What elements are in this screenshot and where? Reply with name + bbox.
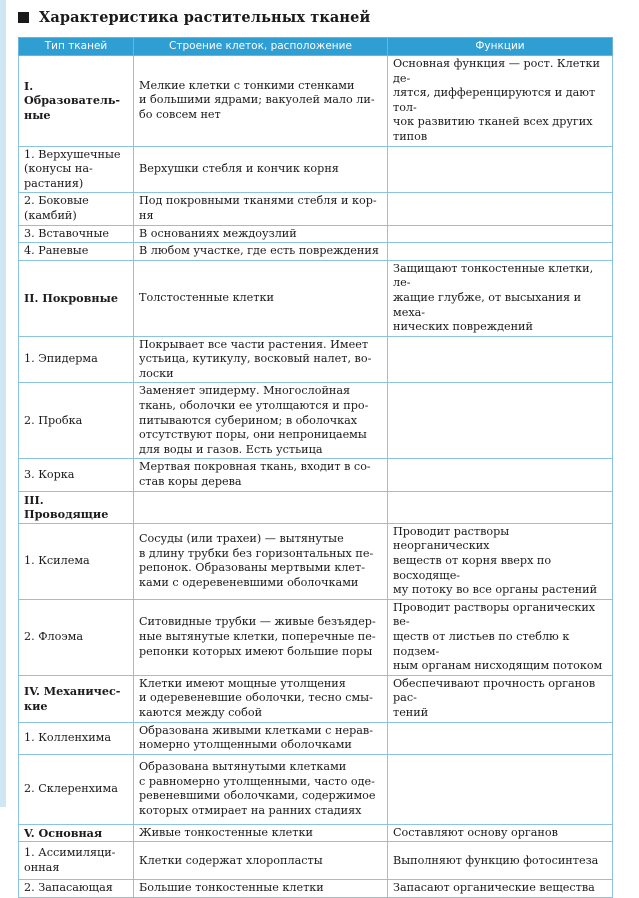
cell-structure: Покрывает все части растения. Имеет устьица, кутикулу, восковый налет, во- лоски (134, 336, 388, 383)
table-row (19, 675, 613, 722)
table-row (19, 336, 613, 383)
cell-function (388, 336, 613, 383)
cell-type: 4. Раневые (19, 243, 134, 261)
cell-type: 1. Верхушечные (конусы на- растания) (19, 146, 134, 193)
cell-type: III. Проводящие (19, 491, 134, 523)
cell-structure (134, 491, 388, 523)
cell-structure: Мелкие клетки с тонкими стенками и большими ядрами; вакуолей мало ли- бо совсем нет (134, 56, 388, 147)
cell-structure: Образована живыми клетками с нерав- номерно утолщенными оболочками (134, 722, 388, 754)
cell-function: Обеспечивают прочность органов рас- тений (388, 675, 613, 722)
table-row (19, 56, 613, 147)
cell-function (388, 383, 613, 459)
cell-type: 2. Запасающая (19, 880, 134, 898)
cell-function (388, 193, 613, 225)
cell-type: IV. Механичес- кие (19, 675, 134, 722)
header-functions: Функции (388, 38, 613, 56)
cell-type: 3. Вставочные (19, 225, 134, 243)
table-row (19, 722, 613, 754)
cell-function (388, 146, 613, 193)
cell-structure: Образована вытянутыми клетками с равномерно утолщенными, часто оде- ревеневшими оболочками, содержимое которых отмирает на ранних стадиях (134, 754, 388, 824)
cell-type: 1. Ксилема (19, 523, 134, 599)
cell-function (388, 225, 613, 243)
page-title: Характеристика растительных тканей (39, 8, 371, 26)
cell-structure: Клетки имеют мощные утолщения и одеревеневшие оболочки, тесно смы- каются между собой (134, 675, 388, 722)
cell-structure: Заменяет эпидерму. Многослойная ткань, оболочки ее утолщаются и про- питываются суберином; в оболочках отсутствуют поры, они непроницаемы для воды и газов. Есть устьица (134, 383, 388, 459)
table-row (19, 225, 613, 243)
table-row (19, 459, 613, 491)
table-row (19, 383, 613, 459)
cell-structure: Клетки содержат хлоропласты (134, 842, 388, 880)
cell-function: Запасают органические вещества (388, 880, 613, 898)
table-row (19, 491, 613, 523)
table-row (19, 146, 613, 193)
table-row (19, 193, 613, 225)
title-bullet-square (18, 12, 29, 23)
cell-function (388, 722, 613, 754)
cell-structure: Сосуды (или трахеи) — вытянутые в длину трубки без горизонтальных пе- репонок. Образованы мертвыми клет- ками с одеревеневшими оболочками (134, 523, 388, 599)
cell-type: 1. Колленхима (19, 722, 134, 754)
cell-function: Защищают тонкостенные клетки, ле- жащие глубже, от высыхания и меха- нических повреждений (388, 260, 613, 336)
cell-type: I. Образователь- ные (19, 56, 134, 147)
cell-function (388, 459, 613, 491)
table-row (19, 824, 613, 842)
cell-type: 2. Флоэма (19, 599, 134, 675)
table-header-row (19, 38, 613, 56)
table-row (19, 243, 613, 261)
cell-type: II. Покровные (19, 260, 134, 336)
cell-type: 2. Склеренхима (19, 754, 134, 824)
cell-type: 2. Боковые (камбий) (19, 193, 134, 225)
page-side-strip (0, 0, 6, 807)
cell-structure: Мертвая покровная ткань, входит в со- став коры дерева (134, 459, 388, 491)
cell-type: V. Основная (19, 824, 134, 842)
cell-structure: Ситовидные трубки — живые безъядер- ные вытянутые клетки, поперечные пе- репонки которых имеют большие поры (134, 599, 388, 675)
cell-function (388, 754, 613, 824)
cell-function: Выполняют функцию фотосинтеза (388, 842, 613, 880)
cell-structure: Под покровными тканями стебля и кор- ня (134, 193, 388, 225)
table-row (19, 842, 613, 880)
cell-structure: В любом участке, где есть повреждения (134, 243, 388, 261)
cell-structure: Большие тонкостенные клетки (134, 880, 388, 898)
table-row (19, 754, 613, 824)
cell-function: Составляют основу органов (388, 824, 613, 842)
cell-function (388, 243, 613, 261)
cell-structure: Толстостенные клетки (134, 260, 388, 336)
cell-function: Проводит растворы органических ве- ществ от листьев по стеблю к подзем- ным органам нисходящим потоком (388, 599, 613, 675)
cell-structure: Верхушки стебля и кончик корня (134, 146, 388, 193)
header-structure: Строение клеток, расположение (134, 38, 388, 56)
cell-type: 3. Корка (19, 459, 134, 491)
tissue-table (18, 37, 613, 898)
cell-structure: В основаниях междоузлий (134, 225, 388, 243)
cell-function (388, 491, 613, 523)
table-row (19, 260, 613, 336)
table-row (19, 880, 613, 898)
cell-structure: Живые тонкостенные клетки (134, 824, 388, 842)
cell-type: 2. Пробка (19, 383, 134, 459)
table-row (19, 523, 613, 599)
cell-function: Проводит растворы неорганических веществ от корня вверх по восходяще- му потоку во все органы растений (388, 523, 613, 599)
cell-function: Основная функция — рост. Клетки де- лятся, дифференцируются и дают тол- чок развитию тканей всех других типов (388, 56, 613, 147)
table-title-row (18, 6, 370, 28)
table-row (19, 599, 613, 675)
cell-type: 1. Эпидерма (19, 336, 134, 383)
cell-type: 1. Ассимиляци- онная (19, 842, 134, 880)
header-tissue-type: Тип тканей (19, 38, 134, 56)
